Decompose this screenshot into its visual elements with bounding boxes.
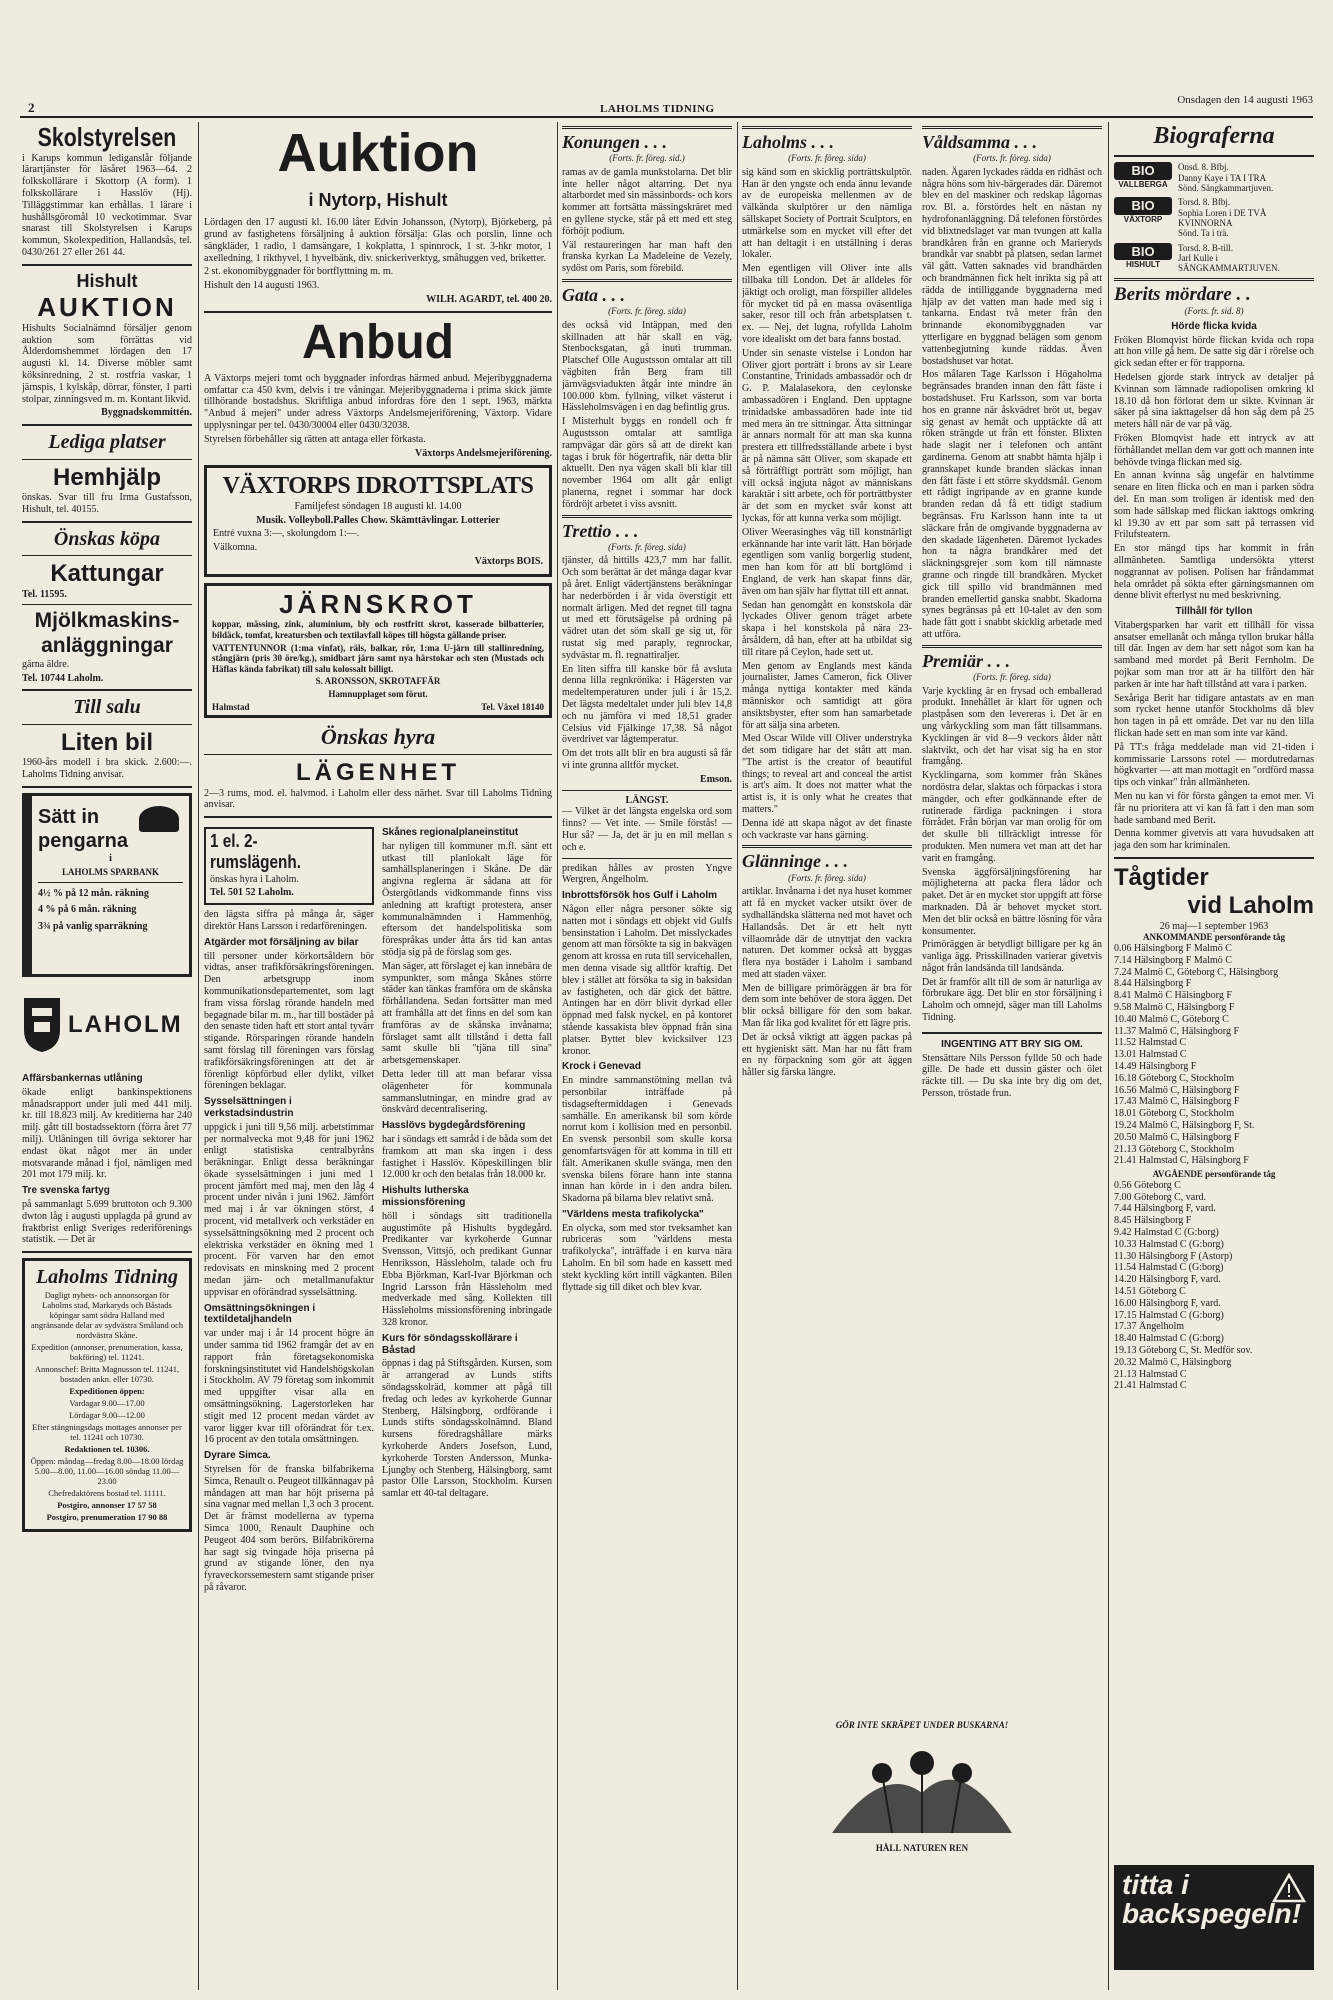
train-row: 16.18 Göteborg C, Stockholm (1114, 1072, 1235, 1084)
tillhall-text: Vitabergsparken har varit ett tillhåll för vissa ansatser emellanåt och många tyllon brukar hålla till där. Ingen av dem har sett något som kan ha samband med mordet på Berit Fernholm. De pojkar som man tror att är ha tillfört den här parken är inte har haft tillstånd att vara i parken. (1114, 619, 1314, 690)
sparbank-ad (22, 793, 192, 977)
vaxtorps-line-2: Musik. Volleyboll.Palles Chow. Skämttävlingar. Lotterier (256, 514, 500, 526)
colophon-postgiro-2: Postgiro, prenumeration 17 90 88 (46, 1512, 168, 1523)
train-row: 0.06 Hälsingborg F Malmö C (1114, 943, 1232, 955)
tre-fartyg-heading: Tre svenska fartyg (22, 1185, 110, 1197)
skanes-heading: Skånes regionalplaneinstitut (382, 827, 519, 839)
tillhall-text-4: Men nu kan vi för första gången ta emot mer. Vi får nu prioritera att vi kan få fatt i den man som hade samband med Berit. (1114, 791, 1314, 826)
hishult-heading: Hishult (76, 270, 138, 291)
premiar-text-2: Kycklingarna, som kommer från Skånes nordöstra delar, slaktas och förpackas i stora mängder, och efter godkännande efter de rutinerade färdiga packningen i stora förrådet. Från början var man orolig för om det skulle bli tillräckligt intresse för produkten. Men numera vet man att det har varit en framgång. (922, 770, 1102, 864)
backspegeln-line-2: backspegeln! (1122, 1898, 1301, 1929)
train-row: 21.41 Halmstad C, Hälsingborg F (1114, 1155, 1249, 1167)
vaxtorps-line-3: Entré vuxna 3:—, skolungdom 1:—. (213, 528, 360, 540)
page-header (20, 94, 1313, 118)
column-1 (22, 122, 192, 1990)
cinema-time: Torsd. 8. B-till. (1178, 242, 1234, 253)
hemhjalp-heading: Hemhjälp (52, 463, 162, 491)
konungen-title: Konungen . . . (562, 132, 668, 152)
skanes-text-3: Detta leder till att man befarar vissa olägenheter för kommunala sammanslutningar, en mindre grad av önskvärd decentralisering. (382, 1069, 552, 1116)
laholms-text: sig känd som en skicklig porträttskulptör. Han är den yngste och enda ännu levande av de europeiska mellenmen av de välkända skulptörer ur den nämliga sällskapet Society of Portrait Sculptors, en utmärkelse som en mycket vill efter det att han deltagit i en utställning i deras lokaler. (742, 166, 912, 261)
krock-text: En mindre sammanstötning mellan två personbilar inträffade på tisdagseftermiddagen i Genevads samhälle. En amerikansk bil som körde norrut kom i kollision med en personbil. En svensk personbil som skulle korsa genomfartsvägen för att komma in till ett fält. Amerikanen skulle svänga, men den svenska bilens förare hann inte stanna innan han körde in i den andra bilen. Skadorna på bilarna blev relativt små. (562, 1075, 732, 1205)
train-row: 14.51 Göteborg C (1114, 1285, 1186, 1297)
hasslov-text: har i söndags ett samråd i de båda som det framkom att man ska ingen i dess fastighet i Hasslöv. Köpeskillingen blir 12.000 kr och den betalas från 18.000 kr. (382, 1134, 552, 1181)
cinema-entry (1114, 243, 1314, 274)
anbud-text: A Växtorps mejeri tomt och byggnader infordras härmed anbud. Mejeribyggnaderna omfattar c:a 450 kvm, delvis i tre våningar. Mejeribyggnaderna i prima skick jämte tillhörande bostadshus. Skriftliga anbud infordras före den 1 sept. 1963, märkta "Anbud å mejeri" under adress Växtorps Andelsmejeriförening, Växtorp. Vidare upplysningar per tel. 0430/30004 eller 0430/32038. (204, 372, 552, 431)
lagenhet-text: 2—3 rums, mod. el. halvmod. i Laholm eller dess närhet. Svar till Laholms Tidning anvisar. (204, 787, 552, 811)
rumslagenhet-ad (204, 827, 374, 905)
atgarder-text: till personer under körkortsåldern bör vidtas, anser trafikförsäkringsföreningen. Den arbetsgrupp inom kommunikationsdepartementet, som lagt fram vissa förslag rörande handeln med begagnade bilar m. m., har till bostäder på den senaste tiden haft ett stort antal tyvärr stigande. Rörsparingen rörande handeln samt förslag till föreningen vars förslag trafikförsäkringsföreningen att det är förenligt köpförbud eller dylikt, vilket föreningen beklagar. (204, 950, 374, 1092)
colophon-redaktion: Redaktionen tel. 10306. (64, 1443, 150, 1454)
column-2-ads (204, 122, 552, 1990)
konungen-text-2: Väl restaureringen har man haft den franska kyrkan La Madeleine de Vezely, sydöst om Paris, som förebild. (562, 239, 732, 275)
colophon-title: Laholms Tidning (35, 1266, 179, 1289)
skolstyrelsen-title: Skolstyrelsen (37, 122, 177, 152)
cinema-time: Onsd. 8. Bfbj. (1178, 162, 1229, 173)
nytorp-text: Lördagen den 17 augusti kl. 16.00 låter Edvin Johansson, (Nytorp), Björkeberg, på grund av fastighetens försäljning å auktion försälja: Glas och porslin, linne och sängkläder, 1 radio, 1 damsängare, 1 kokplatta, 1 spinnrock, 1 st. 3-hkr motor, 1 axelledning, 1 rikthyvel, 1 hyvelbänk, div. snickeriverktyg, småhuggen ved, briketter. (204, 217, 552, 264)
jarnskrot-company: S. ARONSSON, SKROTAFFÄR (315, 676, 441, 687)
tagtider-avg-heading: AVGÅENDE personförande tåg (1152, 1169, 1276, 1180)
hishult-mission-heading: Hishults lutherska missionsförening (382, 1185, 469, 1208)
premiar-text-3: Svenska äggförsäljningsförening har möjligheterna att packa flera lådor och paket. Det är en mycket stor uppgift att förse marknaden. Då är behovet mycket stort. Men det blir också en bättre lösning för våra konsumenter. (922, 866, 1102, 937)
column-5 (922, 122, 1102, 1990)
train-row: 13.01 Halmstad C (1114, 1049, 1187, 1061)
mjolk-tel: Tel. 10744 Laholm. (22, 672, 104, 684)
premiar-title: Premiär . . . (922, 650, 1010, 671)
nature-caption-bottom: HÅLL NATUREN REN (875, 1842, 969, 1853)
auktion-big-title: Auktion (277, 123, 479, 183)
premiar-text: Varje kyckling är en frysad och emballerad produkt. Innehållet är klart för ugnen och plastpåsen som den levereras i. Det är en ung vårkyckling som man fått tillsammans. Kycklingen är vid 8—9 veckors ålder nått slaktvikt, och det har visat sig ha en stor framgång. (922, 685, 1102, 768)
mjolk-heading-2: anläggningar (41, 634, 173, 658)
vaxtorps-title: VÄXTORPS IDROTTSPLATS (222, 473, 534, 500)
colophon-efter: Efter stängningsdags mottages annonser per tel. 11241 och 10730. (32, 1421, 182, 1442)
train-row: 8.44 Hälsingborg F (1114, 978, 1192, 990)
jarnskrot-location: Hamnupplaget som förut. (328, 689, 428, 700)
train-row: 18.01 Göteborg C, Stockholm (1114, 1108, 1235, 1120)
onskas-kopa-heading: Önskas köpa (53, 527, 161, 550)
column-2b (382, 823, 552, 1596)
laholms-text-3: Under sin senaste vistelse i London har Oliver gjort porträtt i brons av sir Leare Constantine, Trinidads ambassadör och dr G. P. Malalasekora, den ceylonske ambassadören i England. Den upptagne trinidadske ambassadören hade inte tid med mera än tre sittningar. Ätta sittningar är annars normalt för att man ska kunna prestera ett tillfredsställande arbete i byst är på nämna sätt Oliver, som skapade ett så förträffligt porträtt som möjligt, han vill också ingjuta något av människans karaktär i sitt arbete, och för porträttbyster är det som en mycket svår konst att lyckas, för att kunna verka som möjligt. (742, 347, 912, 524)
nytorp-subtitle: i Nytorp, Hishult (308, 190, 448, 210)
train-row: 7.14 Hälsingborg F Malmö C (1114, 954, 1232, 966)
jarnskrot-text-2: VATTENTUNNOR (1:ma vinfat), räls, balkar, rör, 1:ma U-järn till stallinredning, stångjärn (pris 30 öre/kg.), smidbart järn samt nya härstokar och sten (Mustads och Häflas kända fabrikat) till salu kolossalt billigt. (212, 642, 544, 674)
laholms-tidning-colophon (22, 1258, 192, 1532)
bio-icon: BIO (1114, 197, 1172, 214)
cinema-film: Sophia Loren i DE TVÅ KVINNORNA (1178, 207, 1267, 229)
valdsamma-forts: (Forts. fr. föreg. sida) (973, 153, 1051, 164)
warning-triangle-icon (1272, 1873, 1306, 1903)
paper-name: LAHOLMS TIDNING (600, 103, 715, 115)
krock-heading: Krock i Genevad (562, 1061, 641, 1073)
vaxtorps-line-4: Välkomna. (213, 542, 258, 554)
berits-forts: (Forts. fr. sid. 8) (1184, 306, 1244, 317)
kattungar-tel: Tel. 11595. (22, 588, 67, 600)
train-row: 8.41 Malmö C Hälsingborg F (1114, 990, 1232, 1002)
vaxtorps-idrott-ad (204, 465, 552, 576)
laholms-forts: (Forts. fr. föreg. sida) (788, 153, 866, 164)
tagtider-ank-heading: ANKOMMANDE personförande tåg (1143, 932, 1285, 943)
liten-bil-heading: Liten bil (61, 729, 153, 757)
konungen-forts: (Forts. fr. föreg. sid.) (609, 153, 685, 164)
gata-text: des också vid Intäppan, med den skillnaden att här skall en väg, Stenbocksgatan, gå inuti trumman. Platschef Olle Augustsson omtalar att till vägbiten från Berg fram till järnvägsviadukten åtgår inte mindre än 100.000 kbm. fyllning, vilket västerut i Hässleholmsvägen i en dag befintlig grus. (562, 319, 732, 414)
skolstyrelsen-text: i Karups kommun lediganslår följande lärartjänster för läsåret 1963—64. 2 folkskollärare i Skottorp (A form). 1 folkskollärare i Hasslöv (Hj). Tilläggstimmar kan erhållas. 1 lärare i hushållsgöromål 10 veckotimmar. Svar snarast till Skolstyrelsen i Karups kommun, Skolexpedition, Hallandsås, tel. 0430/261 27 eller 261 44. (22, 152, 192, 259)
laholms-text-4: Oliver Weerasinghes väg till konstnärligt erkännande har inte varit lätt. Han började egentligen som vanlig borgerlig student, men han kom för att bli bortglömd i England, de verk han skapat finns där, även om han själv har flyttat till ett annat. (742, 526, 912, 597)
jarnskrot-city: Halmstad (212, 701, 250, 712)
skanes-text: har nyligen till kommuner m.fl. sänt ett utkast till planlokalt läge för samhällsplaneringen i Skåne. De där angivna reglerna är sådana att för Östergötlands vidkommande finns viss anledning att kraftigt protestera, anser kommunalnämnden i Hammenhög, eftersom det handelspolitiska som förespråkas under åtta års tid kan antas stödja sig på de förslag som ges. (382, 840, 552, 959)
cinema-logo (1114, 162, 1172, 189)
tillhall-heading: Tillhåll för tyllon (1175, 606, 1253, 618)
tagtider-subtitle: vid Laholm (1187, 892, 1314, 920)
train-row: 16.00 Hälsingborg F, vard. (1114, 1297, 1221, 1309)
colophon-open-2: Lördagar 9.00—12.00 (69, 1409, 145, 1420)
trettio-text-3: Om det trots allt blir en bra augusti så får vi inte grunna alltför mycket. (562, 748, 732, 771)
ingenting-text: Stensättare Nils Persson fyllde 50 och hade gille. De hade ett dussin gäster och ölet räckte till. — Du ska inte bry dig om det, Persson, tröstade frun. (922, 1052, 1102, 1100)
tre-fartyg-text: på sammanlagt 5.699 bruttoton och 9.300 dwton låg i augusti upplagda på grund av fraktbrist enligt Sveriges rederiförenings statistik. — Det är (22, 1198, 192, 1246)
sparbank-name: LAHOLMS SPARBANK (61, 866, 160, 877)
skanes-text-2: Man säger, att förslaget ej kan innebära de sympunkter, som många Skånes större städer kan tänkas framföra om de skånska förhållandena. Sedan fortsätter man med att framhålla att det finns en del som kan framföras av de skånska invånarna; förslaget samt allt tillstånd i detta fall samt skulle bli "tjäna till sina" arbetsgemenskaper. (382, 960, 552, 1067)
kurs-heading: Kurs för söndagsskollärare i Båstad (382, 1332, 518, 1356)
sparbank-rate-3: 3¾ på vanlig sparräkning (38, 921, 148, 933)
laholms-text-6: Men genom av Englands mest kända journalister, James Cameron, fick Oliver många nyttiga kontakter med kända människor och samtidigt att göra ansiktsbyster, efter som han samarbetade för att sälja sina arbeten. (742, 660, 912, 731)
premiar-forts: (Forts. fr. föreg. sida) (973, 671, 1051, 682)
train-row: 21.13 Göteborg C, Stockholm (1114, 1143, 1235, 1155)
nytorp-text-2: 2 st. ekonomibyggnader för bortflyttning m. m. (204, 266, 394, 278)
train-row: 11.54 Halmstad C (G:borg) (1114, 1262, 1224, 1274)
train-row: 7.44 Hälsingborg F, vard. (1114, 1203, 1216, 1215)
affarsbanker-heading: Affärsbankernas utlåning (22, 1072, 143, 1084)
cinema-name: VÄXTORP (1123, 214, 1163, 224)
arrivals-table (1114, 943, 1314, 1167)
rums-tel: Tel. 501 52 Laholm. (210, 887, 294, 899)
cinema-entry (1114, 197, 1314, 238)
valdsamma-text-2: Hos målaren Tage Karlsson i Högaholma begränsades branden innan den fått fäste i bostadshuset. Fru Karlsson, som var borta hos en granne när åskvädret bröt ut, begav sig genast av hemåt och upptäckte då att röken strängde ut från ett fönster. Blixten hade slagit ner i telefonen och antänt gardinerna. Genom att snabbt hämta hjälp i grannskapet kunde branden släckas innan den fått fäste i ett större skyddsmål. Genom ett rådigt ingripande av en granne kunde branden redan då få ett tidigt stadium begränsas. Fru Karlsson hann inte ta ut släckare från de omgivande byggnaderna av den skadade lägenheten. Däremot lyckades hon ta några brandkårer med det släckningsgrejer som kom till nämnaste granne och ringde till brandkåren. Mycket gick till spillo vid brandmännen med branden emellertid ganska snabbt. Skadorna synes begränsas på ett 10-talet av den som hade fått gott i snabbt skicklig arbetade med att utföra. (922, 369, 1102, 640)
train-row: 21.13 Halmstad C (1114, 1368, 1187, 1380)
liten-bil-text: 1960-års modell i bra skick. 2.600:—. Laholms Tidning anvisar. (22, 757, 192, 781)
glanninge-title: Glänninge . . . (742, 851, 849, 872)
colophon-expedition: Expedition (annonser, prenumeration, kassa, bokföring) tel. 11241. (31, 1341, 183, 1362)
vaxtorps-line-1: Familjefest söndagen 18 augusti kl. 14.00 (294, 500, 462, 512)
laholms-title: Laholms . . . (742, 132, 835, 152)
hord-text-5: En stor mängd tips har kommit in från allmänheten. Samtliga undersökta ytterst noggrannat av polisen. Polisen har fråndammat hela området på sökta efter gärningsmannen om denne blivit efterlyst nu med beskrivning. (1114, 543, 1314, 602)
auktion-sign: Byggnadskommittén. (101, 407, 192, 419)
glanninge-text: artiklar. Invånarna i det nya huset kommer att få en mycket vacker utsikt över de sydhalländska slätterna ned mot havet och Hallandsås. Det är ett helt nytt villaområde där de utnyttjat den vackra naturen. Det kommer också att byggas flera nya bostäder i Laholm i samband med att staden växer. (742, 886, 912, 980)
cinema-film: Danny Kaye i TA I TRA (1178, 172, 1267, 183)
column-rule (557, 122, 558, 1990)
laholms-text-2: Men egentligen vill Oliver inte alls tillbaka till London. Det är alldeles för jäktigt och oroligt, man förspiller alldeles för mycket tid på en massa oväsentliga saker, resor till och från arbetsplatsen t. ex. — Nej, det lugna, rofyllda Laholm vore idealiskt om det bara fanns bostad. (742, 263, 912, 345)
a-text: den lägsta siffra på många år, säger direktör Hans Larsson i redarföreningen. (204, 909, 374, 932)
column-rule (198, 122, 199, 1990)
anbud-title: Anbud (302, 315, 454, 369)
auktion-text: Hishults Socialnämnd försäljer genom auktion som förrättas vid Ålderdomshemmet lördagen den 17 augusti kl. 14. Diverse möbler samt köksinredning, 2 st. rostfria vaskar, 1 järnspis, 1 kylskåp, dörrar, fönster, 1 parti stolpar, zinningsved m. m. Kontant likvid. (22, 322, 192, 405)
lediga-platser-heading: Lediga platser (48, 431, 166, 454)
kattungar-heading: Kattungar (50, 560, 164, 588)
train-row: 16.56 Malmö C, Hälsingborg F (1114, 1084, 1240, 1096)
trettio-sign: Emson. (700, 773, 732, 785)
train-row: 17.15 Halmstad C (G:borg) (1114, 1309, 1224, 1321)
inbrott-text: Någon eller några personer sökte sig natten mot i söndags ett objekt vid Gulfs bensinstation i Laholm. Det misslyckades genom att man försökte ta sig in bakvägen genom att krossa en ruta till servicehallen, men denna visade sig alltför kraftig. Det blev i stället att försöka ta sig in baksidan av fastigheten, och där gick det bättre. Antingen har en dörr blivit dyrkad eller öppnad med falsk nyckel, en på kontoret stående kassakista blev öppnad från sina platser. Byttet blev kvicksilver 123 kronor. (562, 903, 732, 1057)
omsattning-text: var under maj i år 14 procent högre än under samma tid 1962 framgår det av en rapport från företagsekonomiska forskningsinstitutet vid Handelshögskolan i Stockholm. AV 79 företag som inkommit med uppgifter visar alla en omsättningsökning. Lagerstorleken har stigit med 12 procent medan värdet av varor ligger kvar till oförändrat för t.ex. 16 procent av den totala omsättningen. (204, 1328, 374, 1446)
hord-text-2: Hedelsen gjorde stark intryck av detaljer på Kvinnan som lämnade radiopolisen omkring kl 18.10 då hon förlorat dem ur sikte. Kvinnan är säker på sina iakttagelser då hon såg dem på 25 meters håll när de var på väg. (1114, 371, 1314, 431)
valdsamma-title: Våldsamma . . . (922, 132, 1038, 152)
varldens-text: En olycka, som med stor tveksamhet kan rubriceras som "världens mesta trafikolycka", inträffade i en kurva nära Laholm. En bil som hade en kassett med stekt kyckling kört intill vägkanten. Bilen flyttade sig till diket och blev kvar. (562, 1222, 732, 1293)
train-row: 7.24 Malmö C, Göteborg C, Hälsingborg (1114, 966, 1279, 978)
premiar-text-4: Primöräggen är betydligt billigare per kg än vanliga ägg. Prisskillnaden varierar givetvis något från landsända till landsända. (922, 939, 1102, 974)
jarnskrot-title: JÄRNSKROT (279, 588, 477, 619)
langst-text: — Vilket är det längsta engelska ord som finns? — Vet inte. — Smile förstås! — Hur så? — Ja, det är ju en mil mellan s och e. (562, 806, 732, 853)
colophon-postgiro-1: Postgiro, annonser 17 57 58 (57, 1500, 157, 1510)
train-row: 19.13 Göteborg C, St. Medför sov. (1114, 1344, 1253, 1356)
hasslov-heading: Hasslövs bygdegårdsförening (382, 1120, 526, 1132)
backspegeln-line-1: titta i (1122, 1869, 1189, 1900)
laholm-crest-icon (22, 996, 62, 1054)
glanninge-forts: (Forts. fr. föreg. sida) (788, 872, 866, 883)
nytorp-sign: WILH. AGARDT, tel. 400 20. (426, 294, 552, 306)
cinema-logo (1114, 197, 1172, 224)
colophon-open-heading: Expeditionen öppen: (69, 1385, 145, 1396)
flowers-icon (822, 1733, 1022, 1843)
laholm-wordmark: LAHOLM (68, 1010, 183, 1038)
berits-title: Berits mördare . . (1114, 283, 1251, 305)
train-row: 0.56 Göteborg C (1114, 1179, 1181, 1191)
anbud-text-2: Styrelsen förbehåller sig rätten att antaga eller förkasta. (204, 433, 426, 445)
column-rule (737, 122, 738, 1990)
train-row: 9.58 Malmö C, Hälsingborg F (1114, 1002, 1235, 1014)
colophon-chef: Chefredaktörens bostad tel. 11111. (48, 1487, 166, 1498)
simca-heading: Dyrare Simca. (204, 1450, 271, 1462)
cinema-list (1114, 162, 1314, 273)
page-number: 2 (28, 100, 35, 115)
train-row: 11.52 Halmstad C (1114, 1037, 1187, 1049)
train-row: 10.33 Halmstad C (G:borg) (1114, 1238, 1224, 1250)
tillhall-text-2: Sexåriga Berit har tidigare antastats av en man som rycket henne utanför Stockholms då blev hon tagen in på ett område. Det var nu den lilla flickan hade sett en man som inte var känd. (1114, 692, 1314, 740)
bio-icon: BIO (1114, 162, 1172, 179)
sparbank-slogan-1: Sätt in (38, 805, 100, 828)
sparbank-slogan-3: i (109, 853, 112, 865)
column-3 (562, 122, 732, 1990)
sparbank-slogan-2: pengarna (38, 829, 129, 852)
trettio-forts: (Forts. fr. föreg. sida) (608, 541, 686, 552)
tagtider-period: 26 maj—1 september 1963 (1159, 920, 1269, 932)
nature-caption-top: GÖR INTE SKRÄPET UNDER BUSKARNA! (835, 1720, 1009, 1730)
cinema-name: VALLBERGA (1118, 179, 1168, 189)
till-salu-heading: Till salu (73, 696, 141, 719)
tillhall-text-5: Denna kommer givetvis att vara huvudsaken att jaga den som har kriminalen. (1114, 828, 1314, 852)
inbrott-heading: Inbrottsförsök hos Gulf i Laholm (562, 890, 717, 902)
nature-illustration (742, 1720, 1102, 1870)
lagenhet-heading: LÄGENHET (296, 759, 460, 787)
column-rule (1108, 122, 1109, 1990)
trettio-text: tjänster, då hittills 423,7 mm har fallit. Och som berättat är det många dagar kvar på året. Enligt vädertjänstens beräkningar har nederbörden i år vida överstigit ett normalt ärligen. Med det regnet till tagna ut med ett förutsägelse på ordning på vädret utan det söm skall ge sig ut, för rustat sig med paraply, regnrockar, sydvästar m. fl. regnattiraljer. (562, 555, 732, 661)
colophon-open-1: Vardagar 9.00—17.00 (69, 1397, 145, 1408)
mjolk-text: gärna äldre. (22, 658, 70, 670)
mjolk-heading-1: Mjölkmaskins- (34, 609, 180, 633)
cinema-film: Jarl Kulle i SÄNGKAMMARTJUVEN. (1178, 253, 1280, 274)
omsattning-heading: Omsättningsökningen i textildetaljhandeln (204, 1302, 316, 1326)
kurs-text: öppnas i dag på Stiftsgården. Kursen, som är arrangerad av Lunds stifts söndagsskolräd, kommer att pågå till fredag och ledes av kyrkoherde Gunnar Stenberg, Hälsingborg, ordförande i Lunds stifts söndagsskolnämnd. Bland kursens föredragshållare märks kyrkoherde Anders Josefson, Lund, kyrkoherde Torsten Andersson, Munka-Ljungby och Stenberg, Hälsingborg, samt pastor Olle Larsson, Stockholm. Kursen samlar ett 40-tal deltagare. (382, 1358, 552, 1500)
jarnskrot-ad (204, 583, 552, 719)
atgarder-heading: Atgärder mot försäljning av bilar (204, 936, 359, 948)
affarsbanker-text: ökade enligt bankinspektionens månadsrapport under juli med 441 milj. kr. till 18.823 milj. Av kreditierna har 240 milj. gått till bostadssektorn (förra året 77 milj). Utlåningen till övriga sektorer har endast ökat något mer än under motsvarande månad i fjol, nämligen med 201 mot 179 milj. kr. (22, 1086, 192, 1181)
biograferna-title: Biograferna (1153, 123, 1275, 149)
hord-text-3: Fröken Blomqvist hade ett intryck av att förhållandet mellan dem var gott och mannen inte behövde tvinga flickan med sig. (1114, 432, 1314, 468)
colophon-annonschef: Annonschef: Britta Magnusson tel. 11241, bostaden ankn. eller 10730. (34, 1363, 180, 1384)
train-row: 17.37 Ängelholm (1114, 1321, 1184, 1333)
konungen-text: ramas av de gamla munkstolarna. Det blir inte heller något altarring. Det nya altarbordet med sin mässinbords- och kors kommer att fortsätta mässingskräret med en gyllene stycke, står på ett med ett steg förhöjt podium. (562, 166, 732, 237)
sparbank-rate-2: 4 % på 6 mån. räkning (38, 904, 137, 916)
syssel-heading: Sysselsättningen i verkstadsindustrin (204, 1096, 294, 1119)
premiar-text-5: Det är framför allt till de som är naturliga av förbrukare ägg. Det blir en stor försäljning i Laholm och omnejd, säger man till Laholms Tidning. (922, 976, 1102, 1024)
rums-text: önskas hyra i Laholm. (210, 873, 299, 885)
hord-heading: Hörde flicka kvida (1171, 320, 1257, 332)
ingenting-heading: INGENTING ATT BRY SIG OM. (941, 1038, 1083, 1050)
trettio-title: Trettio . . . (562, 520, 639, 541)
train-row: 11.37 Malmö C, Hälsingborg F (1114, 1025, 1240, 1037)
laholms-text-5: Sedan han genomgått en konstskola där lyckades Oliver genom träget arbete skapa i hel konstskola på nära 23-årsåldern, då han, efter att ha utbildat sig till ritare på Ceylon, hade sett ut. (742, 599, 912, 658)
langst-heading: LÄNGST. (625, 794, 669, 806)
jarnskrot-tel: Tel. Växel 18140 (481, 701, 544, 712)
vaxtorps-sign: Växtorps BOIS. (474, 555, 543, 567)
colophon-redaktion-open: Öppen: måndag—fredag 8.00—18.00 lördag 5.00—8.00, 11.00—16.00 söndag 11.00—23.00 (30, 1455, 184, 1486)
train-row: 10.40 Malmö C, Göteborg C (1114, 1013, 1229, 1025)
gata-forts: (Forts. fr. föreg. sida) (608, 306, 686, 317)
train-row: 19.24 Malmö C, Hälsingborg F, St. (1114, 1120, 1255, 1132)
predikan-text: predikan hålles av prosten Yngve Wergren, Ängelholm. (562, 862, 732, 886)
tagtider-title: Tågtider (1114, 864, 1209, 892)
tillhall-text-3: På TT:s fråga meddelade man vid 21-tiden i kommissarie Larssons rotel — mordutredarnas högkvarter — att man mottagit en "ordförd massa tips och vinkar" från allmänheten. (1114, 741, 1314, 789)
simca-text: Styrelsen för de franska bilfabrikerna Simca, Renault o. Peugeot tillkännagav på måndagen att man har höjt priserna på sina vagnar med mellan 1,3 och 3 procent. Det är främst modellerna av typerna Simca 1000, Renault Dauphine och Peugeot 404 som berörs. Bilfabrikörerna har sagt sig tvingade höja priserna på grund av stigande löner, den nya fyraveckorssemestern samt stigande priser på råvaror. (204, 1464, 374, 1593)
syssel-text: uppgick i juni till 9,56 milj. arbetstimmar per normalvecka mot 9,48 för juni 1962 enligt statistiska centralbyråns beräkningar. Enligt dessa beräkningar ökade sysselsättningen i juni med 1 procent jämfört med maj, men den låg 4 procent under nivån i juni 1962. Jämfört med maj i år var ökningen störst, 4 procent, vid metallverk och verkstäder en sysselsättningsökning med 2 procent och elektriska verkstäder en ökning med 1 procent. För varven har den emot redovisats en minskning med 2 procent medan järn- och metallmanufaktur uppvisar en oförändrad sysselsättning. (204, 1121, 374, 1298)
glanninge-text-3: Det är också viktigt att äggen packas på ett hygieniskt sätt. Man har nu fått fram en ny förpackning som gör att äggen håller sig färska längre. (742, 1031, 912, 1079)
column-2a (204, 823, 374, 1596)
cinema-entry (1114, 162, 1314, 193)
train-row: 14.20 Hälsingborg F, vard. (1114, 1274, 1221, 1286)
trettio-text-2: En liten siffra till kanske bör få avsluta denna lilla regnkrönika: i Hägersten var medeltemperaturen under juli i år 15,2. Det lägsta medeltalet under juli blev 14,8 och nu jämföra vi med 18,51 grader Celsius vid Fjälkinge 17,38. Så något överdrivet var lågtemperatur. (562, 663, 732, 746)
laholms-text-8: Denna idé att skapa något av det finaste och vackraste var hans gärning. (742, 817, 912, 841)
auktion-heading: AUKTION (37, 292, 177, 323)
train-row: 9.42 Halmstad C (G:borg) (1114, 1227, 1219, 1238)
cinema-name: HISHULT (1125, 260, 1161, 270)
hemhjalp-text: önskas. Svar till fru Irma Gustafsson, Hishult, tel. 40155. (22, 492, 192, 515)
train-row: 17.43 Malmö C, Hälsingborg F (1114, 1096, 1240, 1108)
cinema-logo (1114, 243, 1172, 270)
glanninge-text-2: Men de billigare primöräggen är bra för dem som inte behöver de stora äggen. Det blir också billigare för den som bakar. Man får lika god kvalitet för ett lägre pris. (742, 982, 912, 1030)
column-6 (1114, 122, 1314, 1990)
laholms-text-7: Med Oscar Wilde vill Oliver understryka det som tidigare har det stått att man. "The artist is the creator of beautiful things; to reveal art and conceal the artist is art's aim. It does not matter what the artist is, it is only what he creates that matters." (742, 733, 912, 816)
valdsamma-text: naden. Ägaren lyckades rädda en ridhäst och några höns som hiv-bärgerades där. Däremot blev en del maskiner och redskap lågornas rov. Bl. a. förstördes helt en nästan ny hydrofonanläggning. Då telefonen förstördes vid blixtnedslaget var man tvungen att kalla brandkåren från en granne och Marieryds brandkår var snabbt på platsen, sedan larmet väl gått. Vatten saknades vid brandhärden och brandmännen fick helt inrikta sig på att rädda de intilliggande byggnaderna med hjälp av det vatten man hade med sig i tankarna. Endast två meter från den brinnande ekonomibyggnaden var ytterligare en byggnad belägen som genom vattenbegjutning kunde räddas. Även bostadshuset var hotat. (922, 166, 1102, 367)
train-row: 20.50 Malmö C, Hälsingborg F (1114, 1131, 1240, 1143)
issue-date: Onsdagen den 14 augusti 1963 (1177, 94, 1313, 106)
cinema-extra: Sönd. Sängkammartjuven. (1178, 183, 1274, 193)
anbud-sign: Växtorps Andelsmejeriförening. (414, 447, 552, 459)
jarnskrot-text-1: koppar, mässing, zink, aluminium, bly och rostfritt skrot, kasserade bilbatterier, bildäck, tomfat, kreatursben och textilavfall köpes till högsta gällande priser. (212, 619, 544, 640)
laholm-logo (22, 983, 192, 1067)
train-row: 18.40 Halmstad C (G:borg) (1114, 1333, 1224, 1345)
backspegeln-ad (1114, 1865, 1314, 1970)
sparbank-rate-1: 4½ % på 12 mån. räkning (38, 887, 149, 899)
varldens-heading: "Världens mesta trafikolycka" (562, 1208, 704, 1220)
hord-text-4: En annan kvinna såg ungefär en halvtimme senare en liten flicka och en man i parken södra del. En man som troligen är identisk med den som hade sällskap med flickan iakttogs omkring kl 19.30 av ett par som satt på terrassen vid Frilufsteatern. (1114, 470, 1314, 541)
bio-icon: BIO (1114, 243, 1172, 260)
colophon-text: Dagligt nyhets- och annonsorgan för Laholms stad, Markaryds och Båstads köpingar samt södra Halland med angränsande delar av sydvästra Småland och nordvästra Skåne. (30, 1289, 184, 1340)
cinema-extra: Sönd. Ta i trä. (1178, 228, 1229, 239)
beaver-icon (139, 806, 179, 832)
hord-text: Fröken Blomqvist hörde flickan kvida och ropa att hon ville gå hem. De satte sig där i rörelse och gick sedan efter er för trapporna. (1114, 334, 1314, 370)
rums-title: 1 el. 2-rumslägenh. (210, 831, 301, 873)
column-4 (742, 122, 912, 1990)
train-row: 7.00 Göteborg C, vard. (1114, 1191, 1207, 1203)
departures-table (1114, 1180, 1314, 1392)
hishult-mission-text: höll i söndags sitt traditionella augustimöte på Hishults bygdegård. Predikanter var kyrkoherde Gunnar Svensson, Vittsjö, och predikant Gunnar Henriksson, Hässleholm, talade och fru Ebba Björkman, Karl-Ivar Björkman och Ingrid Larsson från Hässleholm med medverkade med sång. Kollekten till Hässleholms missionsförening inbringade 328 kronor. (382, 1210, 552, 1328)
train-row: 11.30 Hälsingborg F (Astorp) (1114, 1250, 1233, 1262)
gata-title: Gata . . . (562, 285, 625, 306)
gata-text-2: I Misterhult byggs en rondell och fr Augustsson omtalar att samtliga rampvägar där görs så att de direkt kan tagas i bruk för högertrafik, när detta blir aktuellt. Den nya vägen skall bli klar till november 1964 om allt går enligt planerna, regnet i sommar har dock fördröjt arbetet i viss avsnitt. (562, 416, 732, 510)
onskas-hyra-heading: Önskas hyra (320, 724, 436, 750)
train-row: 21.41 Halmstad C (1114, 1380, 1187, 1392)
cinema-time: Torsd. 8. Bfbj. (1178, 197, 1231, 208)
nytorp-date: Hishult den 14 augusti 1963. (204, 280, 320, 292)
train-row: 20.32 Malmö C, Hälsingborg (1114, 1356, 1232, 1368)
train-row: 14.49 Hälsingborg F (1114, 1061, 1197, 1073)
train-row: 8.45 Hälsingborg F (1114, 1215, 1192, 1227)
